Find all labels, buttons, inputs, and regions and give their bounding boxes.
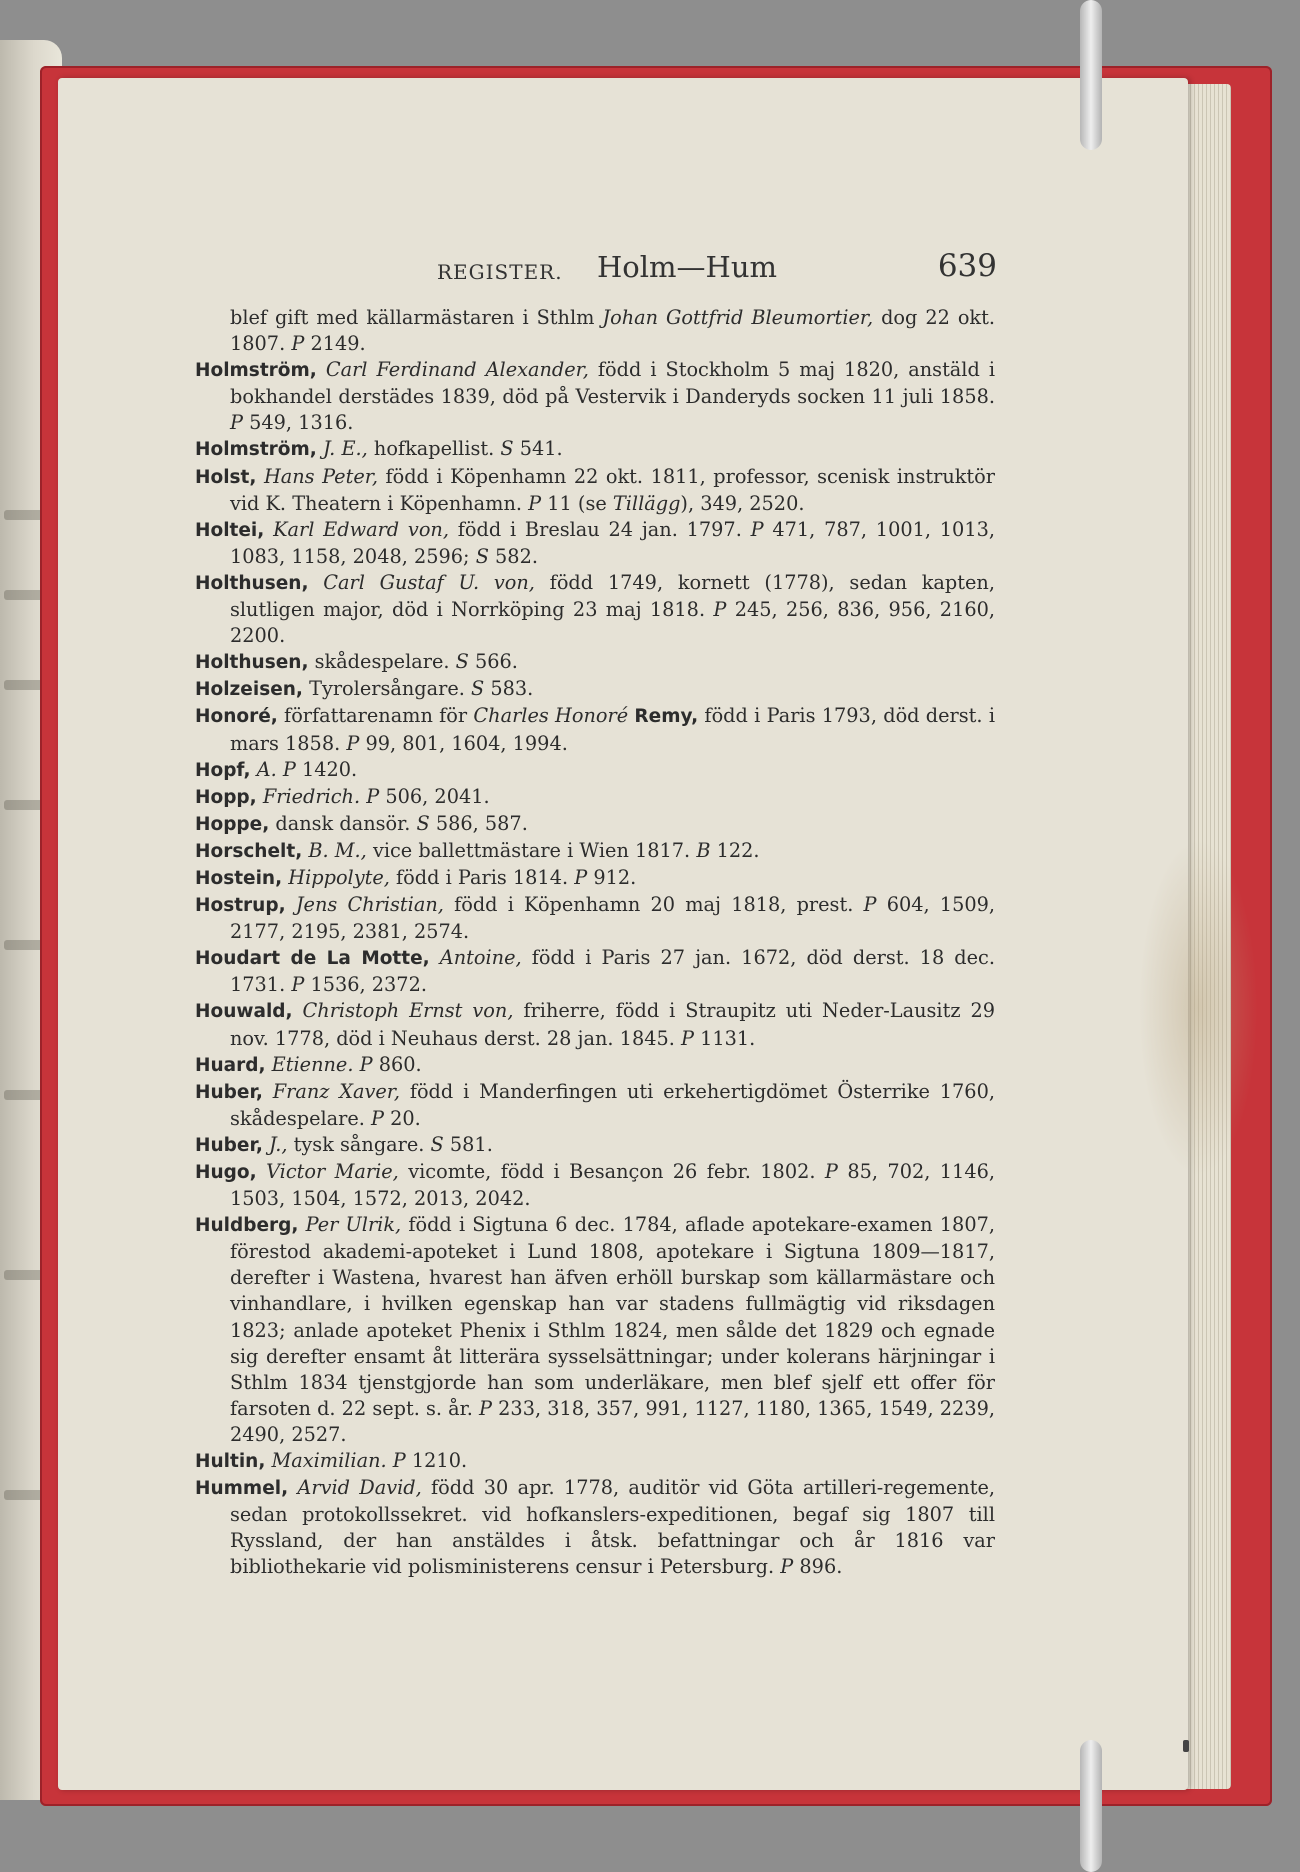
- register-entry: [195, 703, 995, 756]
- register-entry: [195, 757, 995, 784]
- entry-headword: Hostrup,: [195, 895, 286, 917]
- entry-text: 1210.: [405, 1449, 468, 1473]
- register-entry: [195, 570, 995, 649]
- entry-headword: Hummel,: [195, 1478, 289, 1500]
- register-entry: [195, 1159, 995, 1212]
- register-entries: [195, 305, 995, 1581]
- entry-text: [308, 571, 323, 594]
- entry-italic-text: Charles Honoré: [473, 704, 629, 728]
- entry-italic-text: P: [291, 332, 305, 356]
- entry-text: född i Köpenhamn 22 okt. 1811, professor, scenisk instruktör vid K. Theatern i Köpenhamn.: [230, 464, 995, 515]
- entry-italic-text: Etienne.: [271, 1052, 354, 1076]
- entry-italic-text: P: [359, 1052, 373, 1076]
- entry-italic-text: S: [455, 650, 469, 674]
- entry-text: [293, 999, 303, 1022]
- entry-text: friherre, född i Straupitz uti Neder-Lausitz 29 nov. 1778, död i Neuhaus derst. 28 jan. 1845.: [230, 999, 995, 1050]
- header-register: REGISTER.: [437, 260, 563, 284]
- entry-italic-text: S: [500, 437, 514, 461]
- header-range: Holm—Hum: [597, 250, 777, 284]
- register-entry: [195, 517, 995, 570]
- register-entry: [195, 838, 995, 865]
- entry-italic-text: Hans Peter,: [263, 464, 378, 488]
- page-number: 639: [937, 248, 997, 284]
- entry-headword: Huber,: [195, 1081, 263, 1103]
- entry-italic-text: P: [681, 1026, 694, 1050]
- entry-italic-text: B: [696, 838, 711, 862]
- entry-text: 583.: [484, 677, 534, 701]
- entry-italic-text: P: [528, 491, 542, 515]
- entry-headword: Holst,: [195, 466, 257, 488]
- page-clip-bottom: [1080, 1740, 1102, 1872]
- entry-headword: Holmström,: [195, 439, 317, 461]
- entry-italic-text: P: [750, 517, 764, 541]
- entry-headword: Holthusen,: [195, 572, 309, 594]
- entry-italic-text: P: [366, 784, 380, 808]
- entry-text: född i Manderfingen uti erkehertigdömet Österrike 1760, skådespelare.: [230, 1079, 995, 1130]
- entry-headword: Hopp,: [195, 786, 257, 808]
- register-entry: [195, 1132, 995, 1159]
- entry-headword: Huber,: [195, 1134, 263, 1156]
- entry-text: [286, 893, 296, 916]
- register-entry: [195, 865, 995, 892]
- entry-text: [317, 358, 326, 381]
- entry-text: född i Köpenhamn 20 maj 1818, prest.: [443, 893, 864, 917]
- register-entry: [195, 1052, 995, 1079]
- entry-italic-text: P: [713, 598, 727, 622]
- entry-text: 11 (se: [541, 491, 613, 515]
- entry-headword: Huldberg,: [195, 1215, 299, 1237]
- entry-italic-text: S: [430, 1132, 444, 1156]
- entry-italic-text: P: [392, 1449, 406, 1473]
- entry-text: 896.: [793, 1555, 843, 1579]
- entry-text: född 30 apr. 1778, auditör vid Göta artilleri-regemente, sedan protokollssekret. vid hofkanslers-expeditionen, begaf sig 1807 till Ryssland, der han anstäldes i åtsk. befattningar och år 1816 var bibliothekarie vid polisministerens censur i Petersburg.: [230, 1476, 995, 1579]
- entry-text: [430, 946, 440, 969]
- register-entry: [195, 357, 995, 436]
- entry-text: författarenamn för: [277, 704, 474, 728]
- entry-italic-text: Arvid David,: [297, 1476, 422, 1500]
- entry-text: 122.: [710, 838, 760, 862]
- entry-text: [257, 1160, 266, 1183]
- entry-text: 582.: [488, 544, 538, 568]
- entry-text: skådespelare.: [308, 650, 456, 674]
- register-entry: [195, 436, 995, 463]
- running-header: [437, 248, 997, 288]
- entry-italic-text: S: [416, 811, 430, 835]
- entry-italic-text: A.: [256, 757, 277, 781]
- entry-text: 581.: [443, 1132, 493, 1156]
- register-entry: [195, 676, 995, 703]
- entry-text: född i Paris 1814.: [389, 865, 575, 889]
- register-entry: [195, 892, 995, 945]
- entry-italic-text: J. E.,: [322, 437, 368, 461]
- entry-headword: Holthusen,: [195, 652, 309, 674]
- entry-headword: Hopf,: [195, 759, 251, 781]
- entry-text: blef gift med källarmästaren i Sthlm: [230, 306, 603, 329]
- entry-headword: Honoré,: [195, 706, 278, 728]
- entry-headword: Hostein,: [195, 867, 283, 889]
- entry-italic-text: Jens Christian,: [295, 893, 444, 917]
- entry-text: tysk sångare.: [287, 1132, 431, 1156]
- entry-italic-text: Victor Marie,: [266, 1160, 399, 1183]
- entry-text: [264, 518, 273, 541]
- entry-text: Tyrolersångare.: [302, 677, 471, 701]
- entry-text: hofkapellist.: [367, 437, 501, 461]
- page-mark: [1183, 1740, 1189, 1752]
- entry-text: [298, 1213, 305, 1236]
- register-entry: [195, 784, 995, 811]
- register-entry: [195, 1448, 995, 1475]
- entry-text: 586, 587.: [429, 811, 528, 835]
- entry-text: [256, 465, 264, 488]
- register-entry: [195, 998, 995, 1051]
- entry-headword: Houwald,: [195, 1001, 293, 1023]
- entry-headword: Remy,: [634, 706, 699, 728]
- entry-text: född 1749, kornett (1778), sedan kapten, slutligen major, död i Norrköping 23 maj 1818.: [230, 570, 995, 622]
- entry-headword: Hugo,: [195, 1162, 257, 1183]
- entry-text: 541.: [513, 437, 563, 461]
- entry-headword: Hultin,: [195, 1451, 266, 1473]
- entry-italic-text: Carl Gustaf U. von,: [323, 570, 535, 594]
- entry-italic-text: S: [471, 677, 485, 701]
- entry-italic-text: Hippolyte,: [288, 865, 390, 889]
- entry-italic-text: Friedrich.: [262, 784, 361, 808]
- entry-italic-text: P: [824, 1160, 838, 1183]
- entry-text: född i Sigtuna 6 dec. 1784, aflade apotekare-examen 1807, förestod akademi-apoteket i Lund 1808, apotekare i Sigtuna 1809—1817, derefter i Wastena, hvarest han äfven erhöll burskap som källarmästare och vinhandlare, i hvilken egenskap han var stadens fullmägtig vid riksdagen 1823; anlade apoteket Phenix i Sthlm 1824, men sålde det 1829 och egnade sig derefter ensamt åt litterära sysselsättningar; under kolerans härjningar i Sthlm 1834 tjenstgjorde han som underläkare, men blef sjelf ett offer för farsoten d. 22 sept. s. år.: [230, 1213, 995, 1420]
- entry-italic-text: Maximilian.: [271, 1449, 387, 1473]
- entry-text: 1131.: [693, 1026, 756, 1050]
- entry-text: 471, 787, 1001, 1013, 1083, 1158, 2048, 2596;: [230, 517, 995, 568]
- entry-text: 1536, 2372.: [304, 973, 427, 997]
- entry-text: [263, 1080, 273, 1103]
- entry-italic-text: Tillägg: [612, 491, 681, 515]
- entry-headword: Horschelt,: [195, 840, 303, 862]
- entry-text: 506, 2041.: [379, 784, 490, 808]
- entry-text: 99, 801, 1604, 1994.: [359, 731, 568, 755]
- register-entry: [195, 305, 995, 357]
- entry-text: ), 349, 2520.: [680, 491, 805, 515]
- register-entry: [195, 1212, 995, 1448]
- register-entry: [195, 945, 995, 998]
- entry-text: född i Stockholm 5 maj 1820, anstäld i bokhandel derstädes 1839, död på Vestervik i Danderyds socken 11 juli 1858.: [230, 358, 995, 409]
- entry-italic-text: S: [475, 544, 489, 568]
- entry-italic-text: P: [479, 1396, 493, 1420]
- entry-headword: Holtei,: [195, 519, 265, 541]
- entry-italic-text: B. M.,: [308, 838, 367, 862]
- entry-headword: Holmström,: [195, 360, 317, 382]
- entry-headword: Holzeisen,: [195, 679, 303, 701]
- register-entry: [195, 811, 995, 838]
- entry-text: 245, 256, 836, 956, 2160, 2200.: [230, 598, 995, 648]
- register-entry: [195, 1079, 995, 1132]
- entry-text: född i Paris 27 jan. 1672, död derst. 18 dec. 1731.: [230, 946, 995, 997]
- entry-headword: Houdart de La Motte,: [195, 948, 430, 970]
- entry-text: född i Paris 1793, död derst. i mars 1858.: [230, 704, 995, 755]
- entry-text: 860.: [372, 1052, 422, 1076]
- entry-italic-text: P: [346, 731, 360, 755]
- entry-italic-text: J.,: [269, 1132, 288, 1156]
- entry-italic-text: P: [282, 757, 296, 781]
- entry-italic-text: P: [574, 865, 588, 889]
- entry-italic-text: Franz Xaver,: [272, 1079, 400, 1103]
- entry-text: 566.: [468, 650, 518, 674]
- page-stain: [1138, 838, 1258, 1178]
- entry-italic-text: Christoph Ernst von,: [302, 999, 514, 1023]
- register-entry: [195, 649, 995, 676]
- page-clip-top: [1080, 0, 1102, 150]
- entry-text: 233, 318, 357, 991, 1127, 1180, 1365, 1549, 2239, 2490, 2527.: [230, 1396, 995, 1446]
- entry-italic-text: P: [230, 411, 243, 435]
- entry-text: 85, 702, 1146, 1503, 1504, 1572, 2013, 2042.: [230, 1160, 995, 1211]
- entry-italic-text: P: [863, 893, 877, 917]
- entry-italic-text: Per Ulrik,: [305, 1213, 402, 1237]
- entry-text: 2149.: [304, 332, 366, 356]
- entry-headword: Huard,: [195, 1054, 266, 1076]
- entry-text: vice ballettmästare i Wien 1817.: [366, 838, 697, 862]
- entry-italic-text: Carl Ferdinand Alexander,: [325, 358, 589, 382]
- entry-italic-text: P: [291, 973, 305, 997]
- register-entry: [195, 464, 995, 517]
- entry-text: 549, 1316.: [242, 411, 354, 435]
- entry-italic-text: Johan Gottfrid Bleumortier,: [602, 306, 874, 329]
- entry-italic-text: Karl Edward von,: [273, 517, 449, 541]
- entry-text: dog 22 okt. 1807.: [230, 306, 995, 356]
- entry-text: född i Breslau 24 jan. 1797.: [448, 517, 751, 541]
- entry-text: 1420.: [295, 757, 358, 781]
- entry-italic-text: Antoine,: [439, 946, 522, 970]
- entry-text: 604, 1509, 2177, 2195, 2381, 2574.: [230, 893, 996, 944]
- entry-italic-text: P: [780, 1555, 794, 1579]
- entry-text: 912.: [587, 865, 637, 889]
- entry-text: dansk dansör.: [269, 811, 417, 835]
- entry-text: 20.: [384, 1106, 421, 1130]
- entry-italic-text: P: [371, 1106, 385, 1130]
- register-entry: [195, 1475, 995, 1580]
- entry-text: vicomte, född i Besançon 26 febr. 1802.: [398, 1160, 825, 1183]
- entry-headword: Hoppe,: [195, 813, 270, 835]
